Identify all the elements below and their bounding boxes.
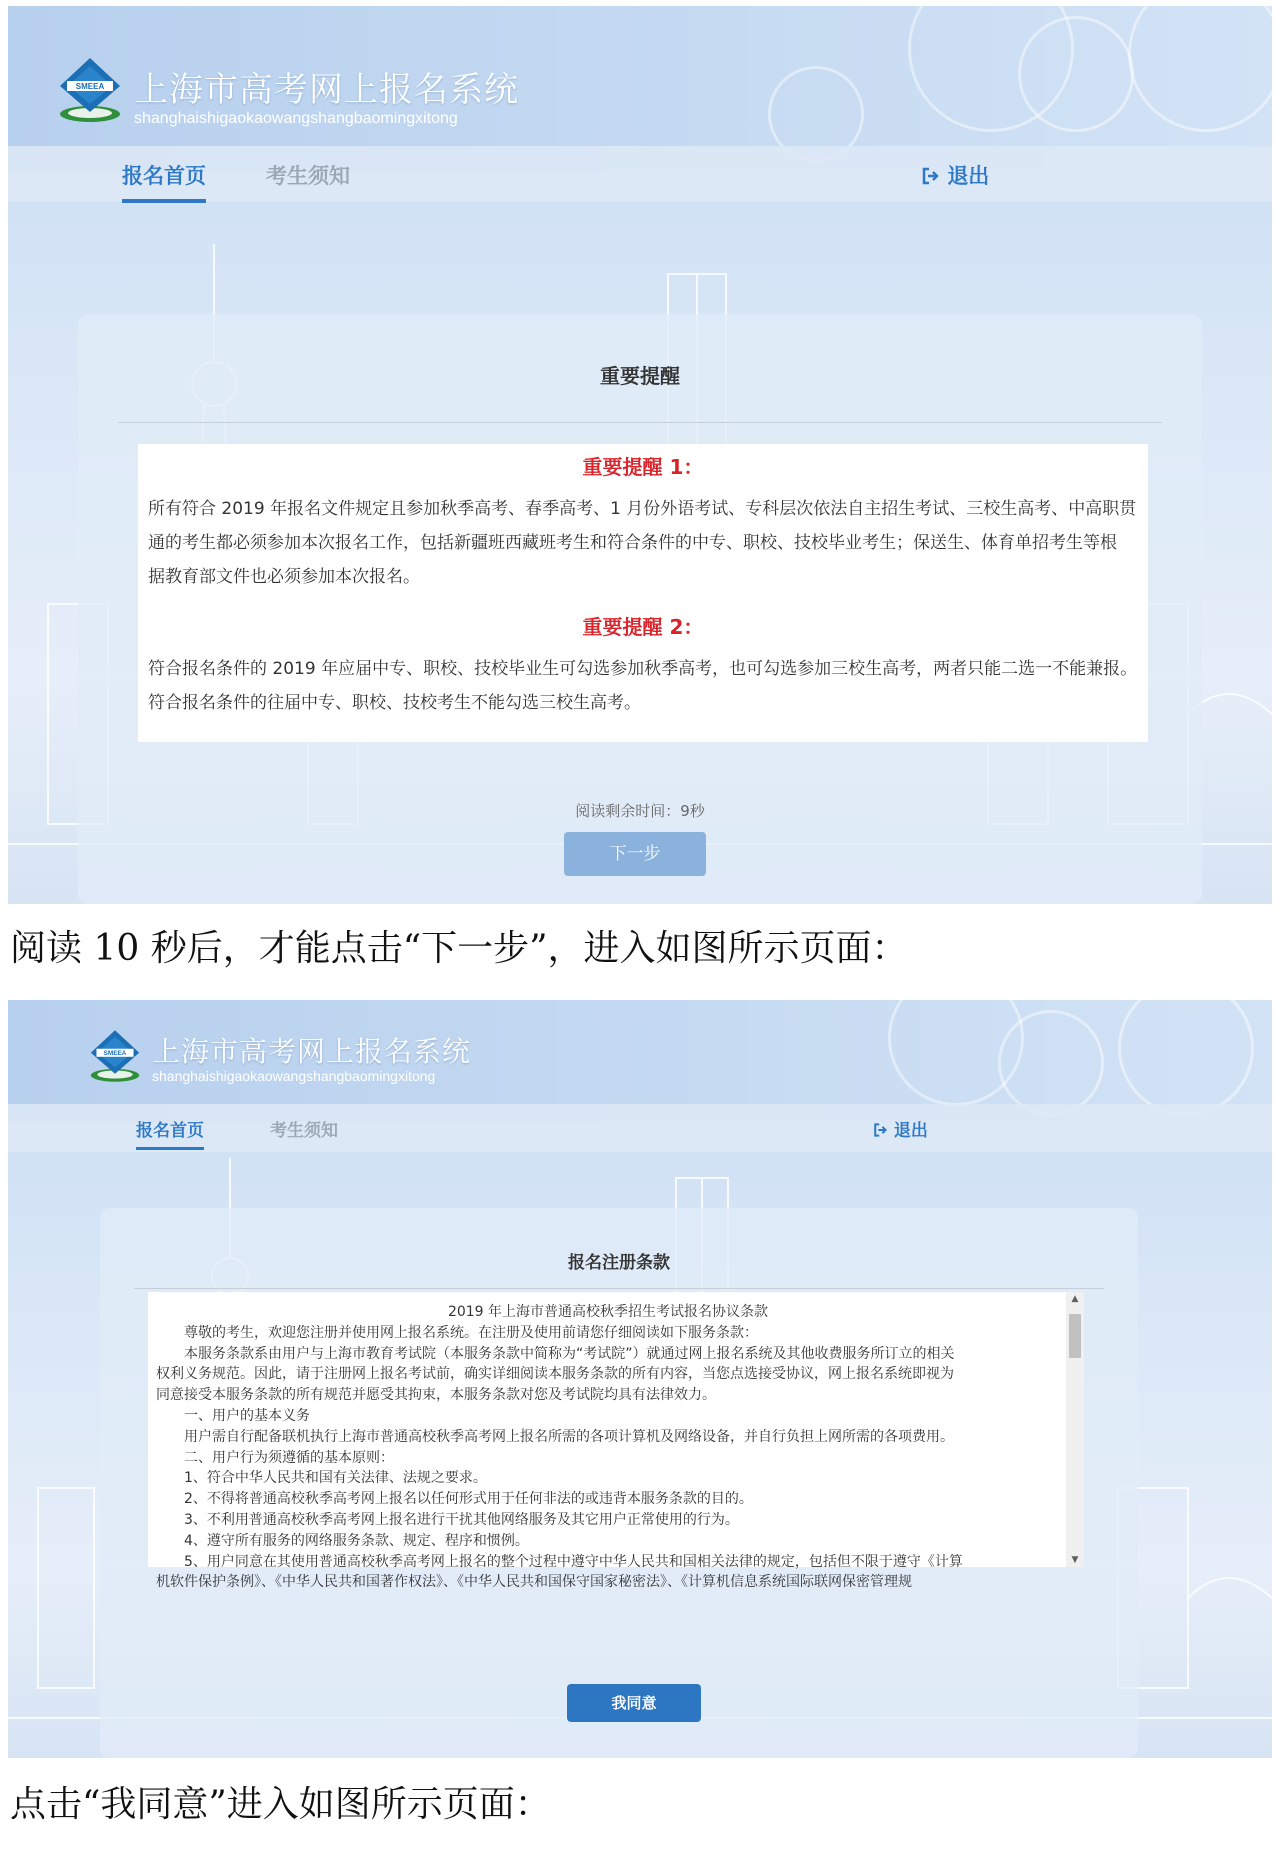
logout-button[interactable]: 退出 [872,1116,928,1141]
panel-title: 重要提醒 [600,364,680,388]
terms-line: 本服务条款系由用户与上海市教育考试院（本服务条款中简称为“考试院”）就通过网上报名系统及其他收费服务所订立的相关 [184,1345,955,1362]
logout-icon [920,166,940,186]
reminder-panel [78,314,1202,904]
terms-line: 二、用户行为须遵循的基本原则： [184,1449,394,1466]
notice-2-line-2: 符合报名条件的往届中专、职校、技校考生不能勾选三校生高考。 [148,693,641,713]
terms-panel [100,1208,1138,1758]
site-title: 上海市高考网上报名系统 [134,70,519,110]
svg-text:SMEEA: SMEEA [103,1050,127,1058]
terms-scroll-area[interactable] [148,1292,1084,1591]
logout-icon [872,1122,888,1138]
svg-text:SMEEA: SMEEA [75,82,105,91]
tab-home[interactable]: 报名首页 [136,1116,204,1141]
panel-divider [134,1288,1104,1289]
terms-line: 5、用户同意在其使用普通高校秋季高考网上报名的整个过程中遵守中华人民共和国相关法律的规定，包括但不限于遵守《计算 [184,1553,963,1570]
scroll-thumb[interactable] [1069,1314,1081,1358]
tab-home[interactable]: 报名首页 [122,160,206,190]
notice-1-line-2: 通的考生都必须参加本次报名工作，包括新疆班西藏班考生和符合条件的中专、职校、技校毕业考生；保送生、体育单招考生等根 [148,533,1117,553]
terms-scrollbar[interactable] [1066,1292,1084,1567]
notice-heading-1: 重要提醒 1： [582,455,704,479]
tab-notice[interactable]: 考生须知 [266,164,350,188]
terms-line: 机软件保护条例》、《中华人民共和国著作权法》、《中华人民共和国保守国家秘密法》、《计算机信息系统国际联网保密管理规 [156,1574,912,1591]
terms-screenshot [8,1000,1272,1758]
reminder-notice-box [138,444,1148,742]
terms-line: 4、遵守所有服务的网络服务条款、规定、程序和惯例。 [184,1532,529,1549]
terms-line: 同意接受本服务条款的所有规范并愿受其拘束，本服务条款对您及考试院均具有法律效力。 [156,1387,716,1404]
terms-line: 用户需自行配备联机执行上海市普通高校秋季高考网上报名所需的各项计算机及网络设备，并自行负担上网所需的各项费用。 [184,1428,954,1445]
scroll-down-arrow-icon[interactable]: ▼ [1071,1555,1079,1565]
reading-countdown: 阅读剩余时间：9秒 [575,802,705,820]
terms-line: 1、符合中华人民共和国有关法律、法规之要求。 [184,1470,487,1487]
terms-doc-title: 2019 年上海市普通高校秋季招生考试报名协议条款 [447,1304,769,1320]
nav-bar [8,146,1272,202]
notice-1-line-1: 所有符合 2019 年报名文件规定且参加秋季高考、春季高考、1 月份外语考试、专科层次依法自主招生考试、三校生高考、中高职贯 [148,499,1137,519]
tab-active-underline [122,199,206,203]
smeea-logo [86,1028,144,1084]
terms-line: 尊敬的考生，欢迎您注册并使用网上报名系统。在注册及使用前请您仔细阅读如下服务条款： [184,1324,758,1341]
terms-line: 一、用户的基本义务 [184,1407,310,1424]
notice-heading-2: 重要提醒 2： [582,615,704,639]
site-title: 上海市高考网上报名系统 [152,1035,472,1068]
notice-1-line-3: 据教育部文件也必须参加本次报名。 [148,567,420,587]
agree-button[interactable]: 我同意 [567,1684,701,1722]
next-step-button[interactable]: 下一步 [564,832,706,876]
scroll-up-arrow-icon[interactable]: ▲ [1071,1294,1079,1304]
panel-title: 报名注册条款 [568,1253,670,1273]
caption-1: 阅读 10 秒后，才能点击“下一步”，进入如图所示页面： [10,928,908,969]
site-subtitle: shanghaishigaokaowangshangbaomingxitong [152,1068,436,1084]
smeea-logo [54,56,126,124]
terms-line: 2、不得将普通高校秋季高考网上报名以任何形式用于任何非法的或违背本服务条款的目的。 [184,1491,753,1508]
tab-notice[interactable]: 考生须知 [270,1121,338,1141]
panel-divider [118,422,1162,423]
notice-2-line-1: 符合报名条件的 2019 年应届中专、职校、技校毕业生可勾选参加秋季高考，也可勾选参加三校生高考，两者只能二选一不能兼报。 [148,659,1138,679]
nav-bar [8,1104,1272,1152]
caption-2: 点击“我同意”进入如图所示页面： [10,1784,551,1825]
reminder-screenshot [8,6,1272,904]
tab-active-underline [136,1147,204,1150]
logout-button[interactable]: 退出 [920,160,989,190]
site-subtitle: shanghaishigaokaowangshangbaomingxitong [134,110,458,127]
terms-line: 权利义务规范。因此，请于注册网上报名考试前，确实详细阅读本服务条款的所有内容，当您点选接受协议，网上报名系统即视为 [156,1366,954,1383]
terms-line: 3、不利用普通高校秋季高考网上报名进行干扰其他网络服务及其它用户正常使用的行为。 [184,1511,739,1528]
terms-content [156,1292,1060,1593]
